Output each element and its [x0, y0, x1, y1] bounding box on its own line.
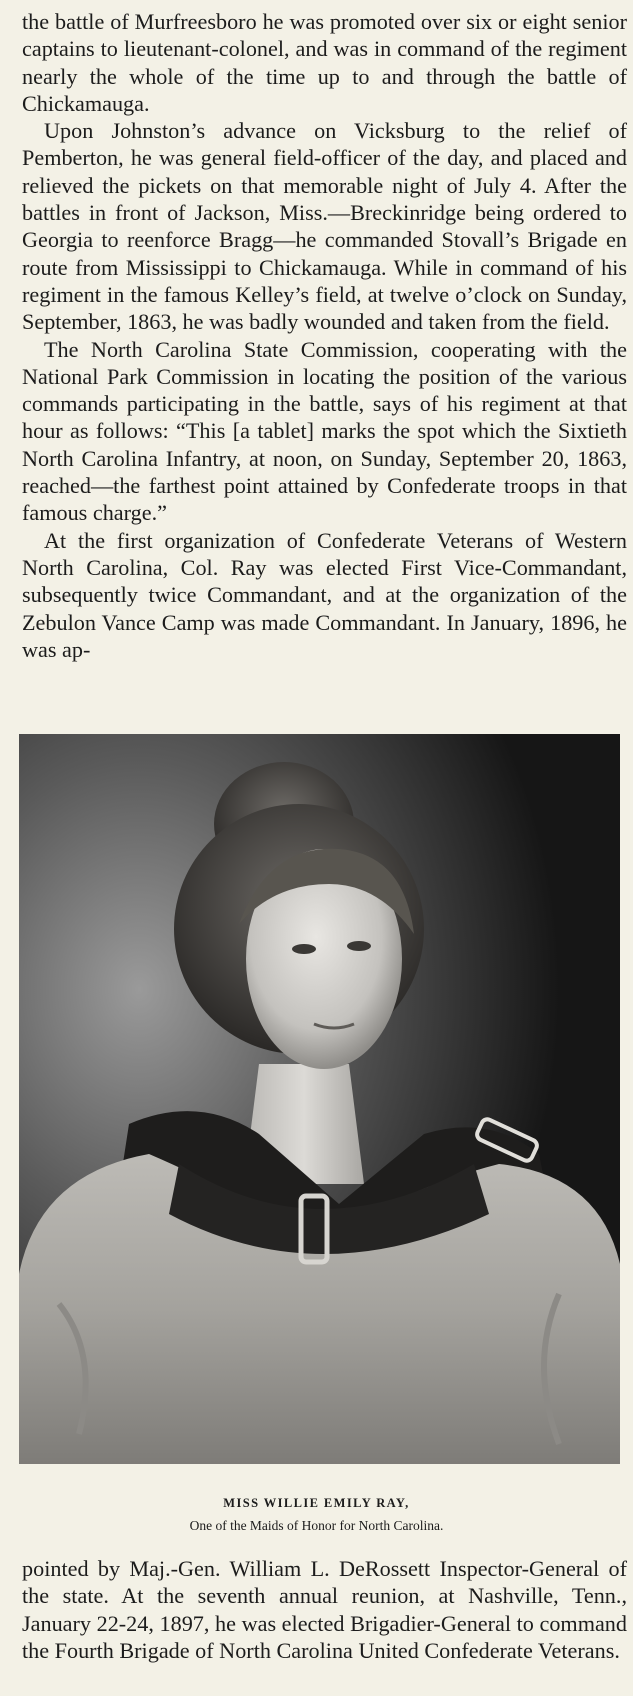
paragraph-first-organization: At the first organization of Confederate Veterans of Western North Carolina, Col. Ray was elected First Vice-Commandant, subsequently twice Commandant, and at the organization of the Zebulon Vance Camp was made Commandant. In January, 1896, he was ap- [22, 527, 627, 662]
article-text-top [22, 8, 627, 663]
paragraph-appointment: pointed by Maj.-Gen. William L. DeRossett Inspector-General of the state. At the seventh annual reunion, at Nashville, Tenn., January 22-24, 1897, he was elected Brigadier-General to command the Fourth Brigade of North Carolina United Confederate Veterans. [22, 1556, 627, 1663]
paragraph-continuation: the battle of Murfreesboro he was promoted over six or eight senior captains to lieutenant-colonel, and was in command of the regiment nearly the whole of the time up to and through the battle of Chickamauga. [22, 9, 627, 116]
portrait-image [19, 734, 620, 1464]
portrait-photo [19, 734, 620, 1464]
article-text-bottom [22, 1555, 627, 1664]
paragraph-state-commission: The North Carolina State Commission, cooperating with the National Park Commission in locating the position of the various commands participating in the battle, says of his regiment at that hour as follows: “This [a tablet] marks the spot which the Sixtieth North Carolina Infantry, at noon, on Sunday, September 20, 1863, reached—the farthest point attained by Confederate troops in that famous charge.” [22, 336, 627, 526]
photo-caption-name: MISS WILLIE EMILY RAY, [223, 1496, 410, 1510]
photo-caption-description: One of the Maids of Honor for North Carolina. [189, 1518, 444, 1533]
paragraph-johnston-advance: Upon Johnston’s advance on Vicksburg to the relief of Pemberton, he was general field-officer of the day, and placed and relieved the pickets on that memorable night of July 4. After the battles in front of Jackson, Miss.—Breckinridge being ordered to Georgia to reenforce Bragg—he commanded Stovall’s Brigade en route from Mississippi to Chickamauga. While in command of his regiment in the famous Kelley’s field, at twelve o’clock on Sunday, September, 1863, he was badly wounded and taken from the field. [22, 118, 627, 335]
